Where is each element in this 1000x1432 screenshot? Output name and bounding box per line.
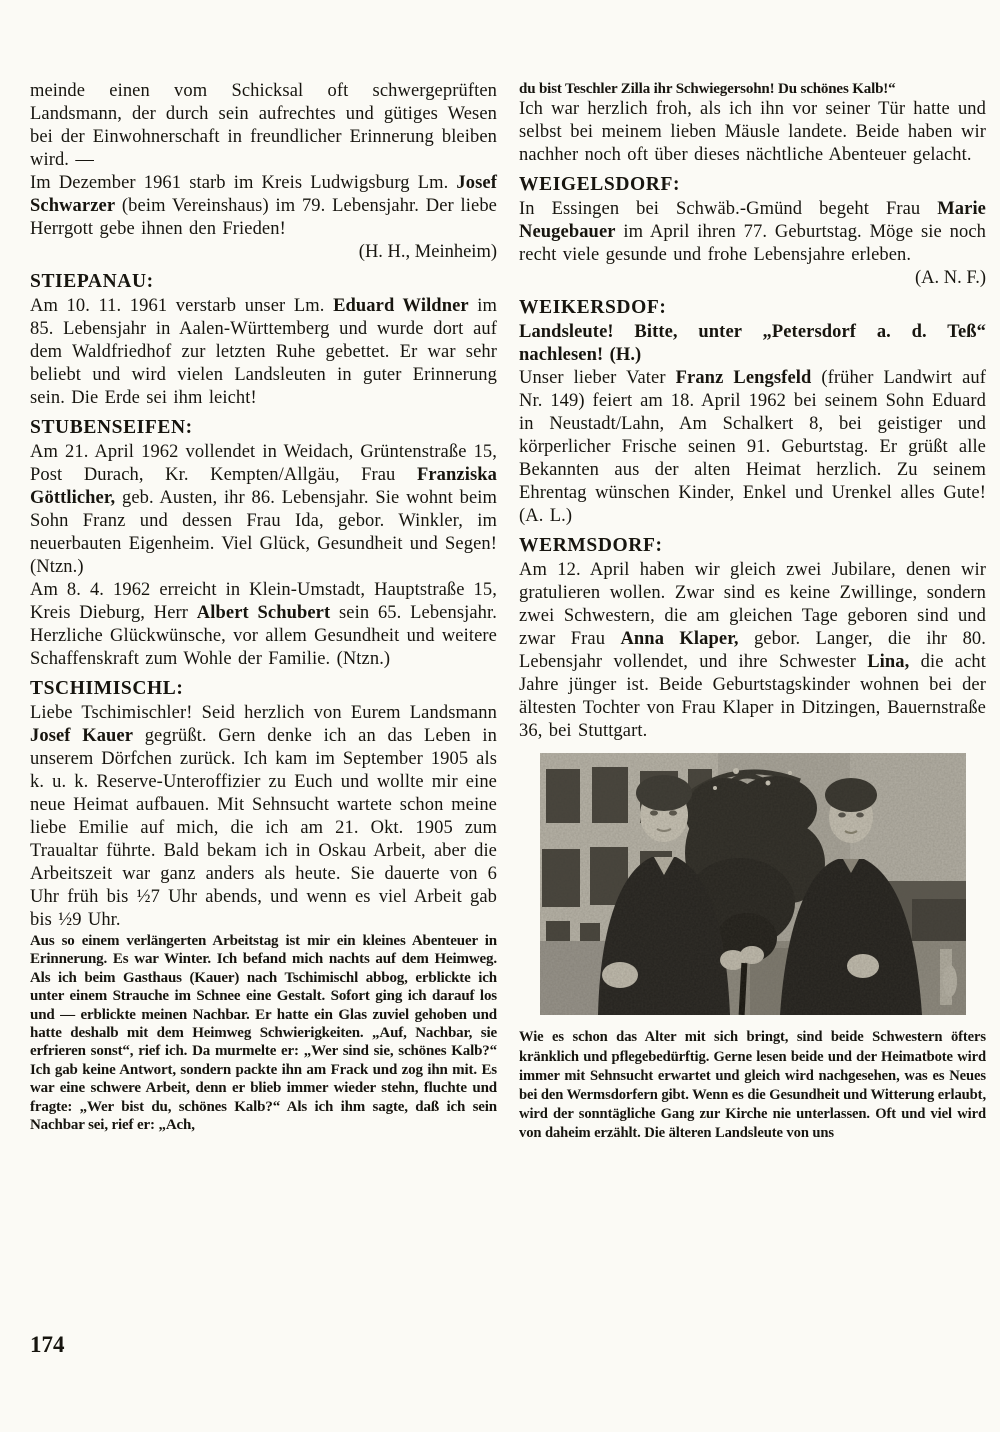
text-run: im 85. Lebensjahr in Aalen-Württemberg und wurde dort auf dem Waldfriedhof zur letzten Ruhe gebettet. Er war sehr beliebt und wird vielen Landsleuten in guter Erinnerung sein. Die Erde sei ihm leicht! [30,296,498,408]
text-run: In Essingen bei Schwäb.-Gmünd begeht Frau [519,199,938,220]
paragraph [519,80,986,98]
text-run: Am 21. April 1962 vollendet in Weidach, Grüntenstraße 15, Post Durach, Kr. Kempten/Allgäu, Frau [30,442,497,485]
emphasized-name: Lina, [867,652,910,673]
section-heading: WEIGELSDORF: [519,174,681,196]
right-column [519,80,986,1144]
section-heading: STUBENSEIFEN: [30,417,193,438]
left-column [30,80,497,1134]
emphasized-name: Anna Klaper, [620,629,739,650]
text-run: die acht Jahre jünger ist. Beide Geburtstagskinder wohnen bei der ältesten Tochter von Frau Klaper in Ditzingen, Bauernstraße 36, bei Stuttgart. [519,652,987,742]
text-run: Wie es schon das Alter mit sich bringt, sind beide Schwestern öfters kränklich und pflegebedürftig. Gerne lesen beide und der Heimatbote wird immer mit Sehnsucht erwartet und gleich wird nachgesehen, was es Neues bei den Wermsdorfern gibt. Wenn es die Gesundheit und Witterung erlaubt, wird der sonntägliche Gang zur Kirche nie unterlassen. Oft und viel wird von daheim erzählt. Die älteren Landsleute von uns [519,1029,986,1142]
emphasized-name: Albert Schubert [196,603,331,623]
text-run: Ich war herzlich froh, als ich ihn vor seiner Tür hatte und selbst bei meinem lieben Mäusle landete. Beide haben wir nachher noch oft über dieses nächtliche Abenteuer gelacht. [519,99,986,166]
emphasized-name: Franziska Göttlicher, [30,465,497,508]
text-run: geb. Austen, ihr 86. Lebensjahr. Sie wohnt beim Sohn Franz und dessen Frau Ida, gebor. Winkler, im neuerbauten Eigenheim. Viel Glück, Gesundheit und Segen! (Ntzn.) [30,488,497,577]
sisters-halftone-photo [540,753,966,1015]
photo-caption [519,1028,986,1143]
text-run: Aus so einem verlängerten Arbeitstag ist mir ein kleines Abenteuer in Erinnerung. Es war Winter. Ich befand mich nachts auf dem Heimweg. Als ich beim Gasthaus (Kauer) nach Tschimischl abbog, erblickte ich unter einem Strauche im Schnee eine Gestalt. Sofort ging ich darauf los und — erblickte meinen Nachbar. Er hatte ein Glas zuviel gehoben und hatte deshalb mit dem Heimweg Schwierigkeiten. „Auf, Nachbar, sie erfrieren sonst“, rief ich. Da murmelte er: „Wer sind sie, schönes Kalb?“ Ich gab keine Antwort, sondern packte ihn am Frack und zog ihn mit. Es war eine schwere Arbeit, denn er blieb immer wieder stehn, fluchte und fragte: „Wer bist du, schönes Kalb?“ Als ich ihm sagte, daß ich sein Nachbar sei, rief er: „Ach, [30,933,497,1134]
text-run: Liebe Tschimischler! Seid herzlich von Eurem Landsmann [30,703,497,723]
emphasized-name: Eduard Wildner [333,296,469,316]
text-run: gegrüßt. Gern denke ich an das Leben in unserem Dörfchen zurück. Ich kam im September 1905 als k. u. k. Reserve-Unteroffizier zu Euch und wollte mir eine neue Heimat aufbauen. Mit Sehnsucht wartete schon meine liebe Emilie auf mich, die ich am 21. Okt. 1905 zum Traualtar führte. Bald bekam ich in Oskau Arbeit, aber die Arbeitszeit war ganz anders als heute. Sie dauerte von 6 Uhr früh bis ½7 Uhr abends, und wenn es viel Arbeit gab bis ½9 Uhr. [30,726,497,930]
paragraph [30,932,497,1134]
film-grain-overlay [540,753,966,1015]
text-run: (beim Vereinshaus) im 79. Lebensjahr. Der liebe Herrgott gebe ihnen den Frieden! [30,196,497,239]
text-run: Unser lieber Vater [519,368,676,389]
text-run: sein 65. Lebensjahr. Herzliche Glückwünsche, vor allem Gesundheit und weitere Schaffenskraft zum Wohle der Familie. (Ntzn.) [30,603,497,669]
section-heading: TSCHIMISCHL: [30,678,184,699]
sisters-photo-illustration [540,753,966,1015]
paragraph [30,295,497,410]
text-run: du bist Teschler Zilla ihr Schwiegersohn! Du schönes Kalb!“ [519,81,896,97]
paragraph [30,441,497,579]
emphasized-name: Josef Kauer [30,726,134,746]
paragraph [30,172,497,241]
text-run: Am 10. 11. 1961 verstarb unser Lm. [30,296,334,316]
page-number: 174 [30,1332,65,1357]
emphasized-name: Franz Lengsfeld [675,368,812,389]
text-run: gebor. Langer, die ihr 80. Lebensjahr vollendet, und ihre Schwester [519,629,986,673]
signature-byline: (A. N. F.) [915,268,986,289]
emphasized-name: Josef Schwarzer [30,173,497,216]
text-run: Am 12. April haben wir gleich zwei Jubilare, denen wir gratulieren wollen. Zwar sind es keine Zwillinge, sondern zwei Schwestern, die am gleichen Tage geboren sind und zwar Frau [519,560,986,650]
text-run: im April ihren 77. Geburtstag. Möge sie noch recht viele gesunde und frohe Lebensjahre erleben. [519,222,986,266]
paragraph [519,98,986,167]
paragraph [30,702,497,932]
paragraph [519,559,986,743]
paragraph [30,579,497,671]
paragraph [30,80,497,172]
paragraph [519,321,986,367]
text-run: (früher Landwirt auf Nr. 149) feiert am 18. April 1962 bei seinem Sohn Eduard in Neustadt/Lahn, Am Schalkert 8, bei geistiger und körperlicher Frische seinen 91. Geburtstag. Er grüßt alle Bekannten aus der alten Heimat herzlich. Zu seinem Ehrentag wünschen Kinder, Enkel und Urenkel alles Gute! (A. L.) [519,368,986,527]
paragraph [519,198,986,267]
section-heading: WEIKERSDOF: [519,297,667,319]
emphasized-name: Landsleute! Bitte, unter „Petersdorf a. d. Teß“ nachlesen! (H.) [519,322,986,366]
text-run: Am 8. 4. 1962 erreicht in Klein-Umstadt, Hauptstraße 15, Kreis Dieburg, Herr [30,580,497,623]
emphasized-name: Marie Neugebauer [519,199,986,243]
text-run: Im Dezember 1961 starb im Kreis Ludwigsburg Lm. [30,173,457,193]
section-heading: WERMSDORF: [519,535,663,557]
signature-byline: (H. H., Meinheim) [358,242,497,262]
paragraph [519,367,986,528]
two-column-text-area [30,80,986,1144]
section-heading: STIEPANAU: [30,271,154,292]
text-run: meinde einen vom Schicksal oft schwergeprüften Landsmann, der durch sein aufrechtes und gütiges Wesen bei der Einwohnerschaft in freundlicher Erinnerung bleiben wird. — [30,81,497,170]
